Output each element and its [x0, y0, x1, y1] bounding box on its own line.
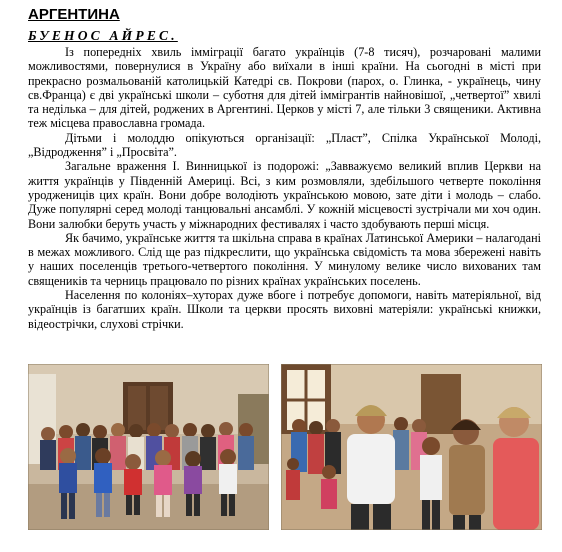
- country-heading: АРГЕНТИНА: [28, 6, 120, 23]
- city-subheading: БУЕНОС АЙРЕС.: [28, 28, 178, 43]
- paragraph: Дітьми і молоддю опікуються організації: „Пласт”, Спілка Української Молоді, „Відродження” і „Просвіта”.: [28, 130, 541, 160]
- paragraph: Населення по колоніях–хуторах дуже вбоге і потребує допомоги, навіть матеріяльної, від українців із багатших країн. Школи та церкви просять виховні матеріяли: українські книжки, відеострічки, слухові стрічки.: [28, 288, 541, 331]
- group-photo-children-hall: [28, 364, 269, 530]
- paragraph: Із попередніх хвиль імміграції багато українців (7-8 тисяч), розчаровані малими можливостями, повернулися в Україну або виїхали в інші країни. На сьогодні в місті при прекрасно розмальованій католицькій Катедрі св. Покрови (парох, о. Глинка, - українець, чину св.Франца) є дві українські школи – суботня для дітей іммігрантів найновішої, „четвертої” хвилі та неділька – для дітей, роджених в Аргентині. Церков у місті 7, але тільки 3 священики. Активна теж місцева православна громада.: [28, 45, 541, 131]
- group-photo-women-gathering: [281, 364, 542, 530]
- article-body: [28, 45, 541, 331]
- photo-children-illustration: [28, 364, 269, 530]
- photo-gathering-illustration: [281, 364, 542, 530]
- paragraph: Як бачимо, українське життя та шкільна справа в країнах Латинської Америки – налагодані в межах можливого. Слід ще раз підкреслити, що українська свідомість та мова збережені навіть у наших поселенців третього-четвертого покоління. У минулому велике число вихованих там священиків та черниць працювало по різних країнах українських поселень.: [28, 230, 541, 288]
- paragraph: Загальне враження І. Винницької із подорожі: „Завважуємо великий вплив Церкви на життя українців у Південній Америці. Всі, з ким розмовляли, здебільшого четверте покоління уроджениців цих країн. Вони добре володіють українською мовою, зате діти і молодь – слабо. Дуже популярні серед молоді танцювальні ансамблі. У кожній місцевості зустрічали ми хоч один. Вони залюбки беруть участь у міжнародних фестивалях і часто здобувають перші місця.: [28, 159, 541, 231]
